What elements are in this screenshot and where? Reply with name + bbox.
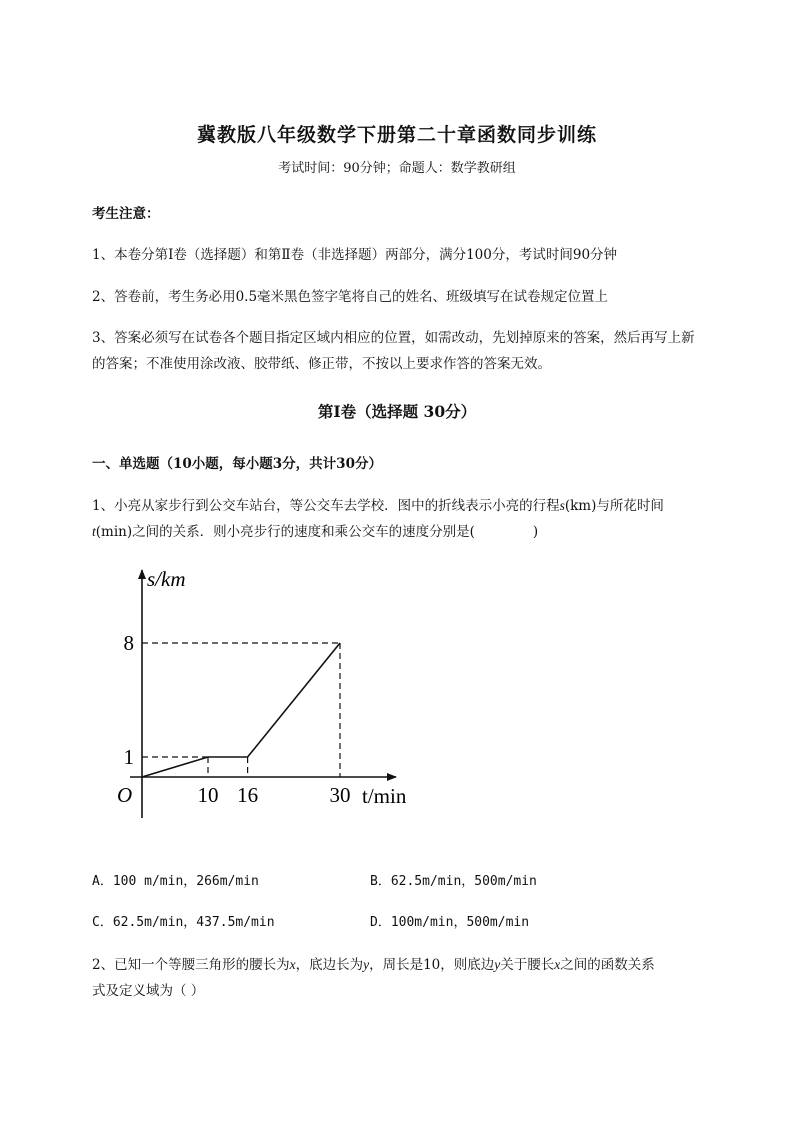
q2-text-d: 关于腰长 [500,957,555,973]
exam-info: 考试时间：90分钟；命题人：数学教研组 [278,161,516,176]
x-tick-label: 16 [237,783,259,807]
x-axis-label: t/min [362,784,407,808]
y-tick-label: 8 [123,631,134,655]
q2-text-a: 2、已知一个等腰三角形的腰长为 [92,957,290,973]
q2-text-e: 之间的函数关系 [560,957,655,973]
y-tick-label: 1 [123,745,134,769]
q2-text-c: ，周长是10，则底边 [369,957,495,973]
q1-var-t: t [92,524,96,539]
q1-line-2 [92,520,538,540]
notice-item-1: 1、本卷分第I卷（选择题）和第Ⅱ卷（非选择题）两部分，满分100分，考试时间90分钟 [92,247,618,263]
q1-text-b: (km)与所花时间 [564,498,664,514]
q1-option-d[interactable]: D．100m/min，500m/min [370,915,530,930]
q1-text-c: (min)之间的关系．则小亮步行的速度和乘公交车的速度分别是( [95,524,475,540]
q1-text-d: ) [532,524,539,540]
y-axis-label: s/km [147,567,186,591]
x-tick-label: 30 [329,783,351,807]
q1-option-b[interactable]: B．62.5m/min，500m/min [370,874,537,889]
q1-option-a[interactable]: A．100 m/min，266m/min [92,874,259,889]
q1-text-a: 1、小亮从家步行到公交车站台，等公交车去学校．图中的折线表示小亮的行程 [92,498,560,514]
q2-var-x: x [289,957,296,972]
notice-item-2: 2、答卷前，考生务必用0.5毫米黑色签字笔将自己的姓名、班级填写在试卷规定位置上 [92,289,609,305]
notice-heading: 考生注意： [92,206,160,222]
part-title: 一、单选题（10小题，每小题3分，共计30分） [92,456,382,472]
distance-time-line [142,643,340,777]
q1-option-c[interactable]: C．62.5m/min，437.5m/min [92,915,275,930]
notice-item-3-line-1: 3、答案必须写在试卷各个题目指定区域内相应的位置，如需改动，先划掉原来的答案，然后再写上新 [92,330,695,346]
page-title: 冀教版八年级数学下册第二十章函数同步训练 [196,124,597,146]
q2-text-b: ，底边长为 [295,957,364,973]
origin-label: O [117,783,133,807]
q1-distance-time-graph [100,560,430,830]
q2-line-1 [92,953,655,973]
q1-var-s: s [559,498,565,513]
x-tick-label: 10 [197,783,219,807]
q2-line-2: 式及定义域为（ ） [92,983,205,999]
q2-var-y: y [363,957,370,972]
notice-item-3-line-2: 的答案；不准使用涂改液、胶带纸、修正带，不按以上要求作答的答案无效。 [92,356,551,372]
q2-var-y-2: y [494,957,501,972]
q1-line-1 [92,494,664,514]
q2-var-x-2: x [554,957,561,972]
section-title: 第I卷（选择题 30分） [317,402,477,421]
